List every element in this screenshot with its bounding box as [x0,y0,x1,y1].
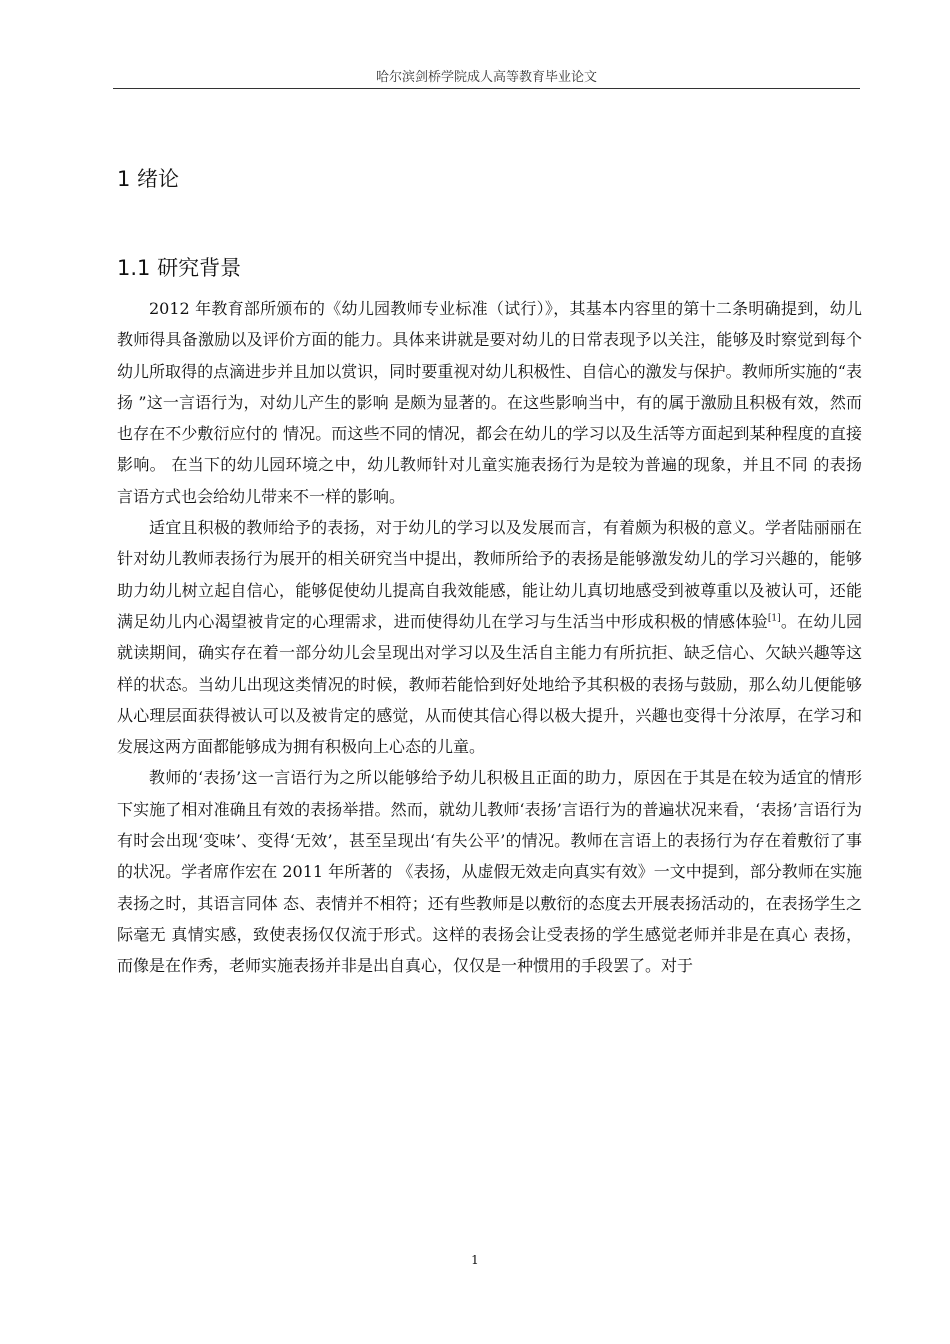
paragraph-3: 教师的‘表扬’这一言语行为之所以能够给予幼儿积极且正面的助力，原因在于其是在较为适宜的情形下实施了相对准确且有效的表扬举措。然而，就幼儿教师‘表扬’言语行为的普遍状况来看，‘表扬’言语行为有时会出现‘变味’、变得‘无效’，甚至呈现出‘有失公平’的情况。教师在言语上的表扬行为存在着敷衍了事的状况。学者席作宏在 2011 年所著的 《表扬，从虚假无效走向真实有效》一文中提到，部分教师在实施表扬之时，其语言同体 态、表情并不相符；还有些教师是以敷衍的态度去开展表扬活动的，在表扬学生之际毫无 真情实感，致使表扬仅仅流于形式。这样的表扬会让受表扬的学生感觉老师并非是在真心 表扬，而像是在作秀，老师实施表扬并非是出自真心，仅仅是一种惯用的手段罢了。对于 [117,768,862,976]
chapter-title: 1 绪论 [117,167,180,191]
header-divider [113,88,860,89]
section-title: 1.1 研究背景 [117,256,242,280]
paragraph-2-text-b: 。在幼儿园就读期间，确实存在着一部分幼儿会呈现出对学习以及生活自主能力有所抗拒、缺乏信心、欠缺兴趣等这样的状态。当幼儿出现这类情况的时候，教师若能恰到好处地给予其积极的表扬与鼓励，那么幼儿便能够从心理层面获得被认可以及被肯定的感觉，从而使其信心得以极大提升，兴趣也变得十分浓厚，在学习和发展这两方面都能够成为拥有积极向上心态的儿童。 [117,611,862,757]
paragraph-2-text-a: 适宜且积极的教师给予的表扬，对于幼儿的学习以及发展而言，有着颇为积极的意义。学者陆丽丽在针对幼儿教师表扬行为展开的相关研究当中提出，教师所给予的表扬是能够激发幼儿的学习兴趣的，能够助力幼儿树立起自信心，能够促使幼儿提高自我效能感，能让幼儿真切地感受到被尊重以及被认可，还能满足幼儿内心渴望被肯定的心理需求，进而使得幼儿在学习与生活当中形成积极的情感体验 [117,518,862,631]
paragraph-2 [117,512,862,762]
paragraph-1: 2012 年教育部所颁布的《幼儿园教师专业标准（试行）》，其基本内容里的第十二条明确提到，幼儿教师得具备激励以及评价方面的能力。具体来讲就是要对幼儿的日常表现予以关注，能够及时察觉到每个幼儿所取得的点滴进步并且加以赏识，同时要重视对幼儿积极性、自信心的激发与保护。教师所实施的“表扬 ”这一言语行为，对幼儿产生的影响 是颇为显著的。在这些影响当中，有的属于激励且积极有效，然而也存在不少敷衍应付的 情况。而这些不同的情况，都会在幼儿的学习以及生活等方面起到某种程度的直接影响。 在当下的幼儿园环境之中，幼儿教师针对儿童实施表扬行为是较为普遍的现象，并且不同 的表扬言语方式也会给幼儿带来不一样的影响。 [117,299,862,506]
body-text [117,293,862,982]
citation-ref[interactable]: [1] [767,613,781,624]
page-number: 1 [471,1253,479,1267]
running-header: 哈尔滨剑桥学院成人高等教育毕业论文 [375,70,597,85]
